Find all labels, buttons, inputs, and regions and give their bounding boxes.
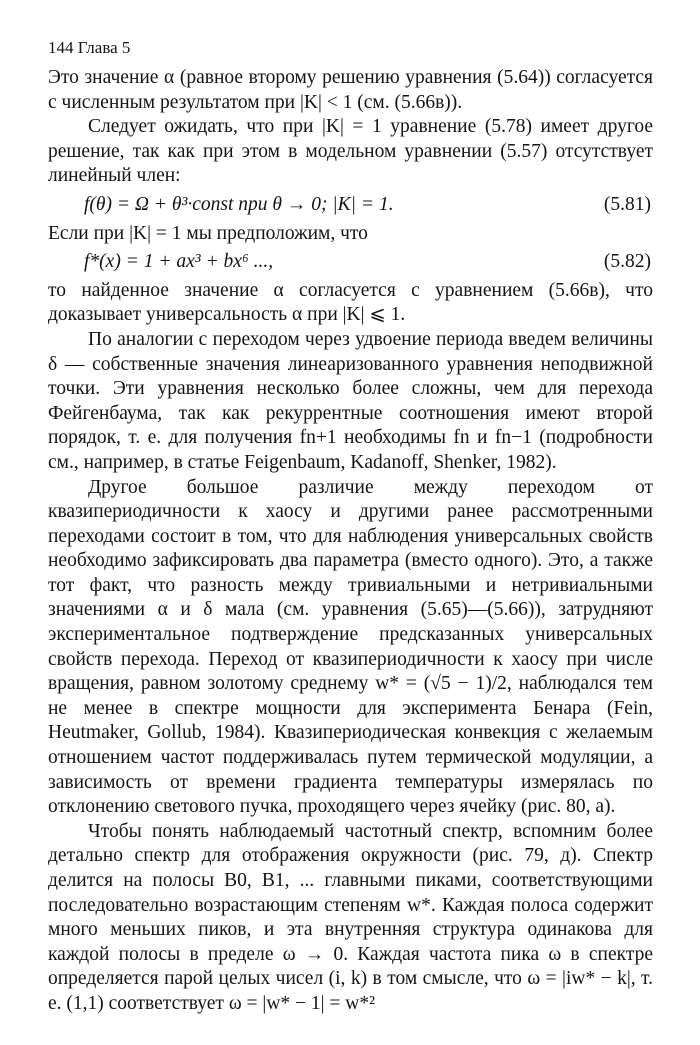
paragraph-4: то найденное значение α согласуется с уравнением (5.66в), что доказывает универсальность α при |K| ⩽ 1. [48,279,653,326]
paragraph-6: Другое большое различие между переходом от квазипериодичности к хаосу и другими ранее рассмотренными переходами состоит в том, что для наблюдения универсальных свойств необходимо зафиксировать два параметра (вместо одного). Это, а также тот факт, что разность между тривиальными и нетривиальными значениями α и δ мала (см. уравнения (5.65)—(5.66)), затрудняют экспериментальное подтверждение предсказанных универсальных свойств перехода. Переход от квазипериодичности к хаосу при числе вращения, равном золотому среднему w* = (√5 − 1)/2, наблюдался тем не менее в спектре мощности для эксперимента Бенара (Fein, Heutmaker, Gollub, 1984). Квазипериодическая конвекция с желаемым отношением частот поддерживалась путем термической модуляции, а зависимость от времени градиента температуры измерялась по отклонению светового пучка, проходящего через ячейку (рис. 80, a). [48,476,653,818]
page-number: 144 [48,38,74,57]
chapter-title: Глава 5 [77,38,131,57]
paragraph-1: Это значение α (равное второму решению уравнения (5.64)) согласуется с численным результатом при |K| < 1 (см. (5.66в)). [48,67,653,113]
paragraph-2: Следует ожидать, что при |K| = 1 уравнение (5.78) имеет другое решение, так как при этом в модельном уравнении (5.57) отсутствует линейный член: [48,116,653,187]
equation-5-82 [48,250,653,275]
equation-5-81-number: (5.81) [603,193,651,215]
equation-5-81-body: f(θ) = Ω + θ³·const при θ → 0; |K| = 1. [84,193,394,215]
paragraph-7: Чтобы понять наблюдаемый частотный спектр, вспомним более детально спектр для отображения окружности (рис. 79, д). Спектр делится на полосы B0, B1, ... главными пиками, соответствующими последовательно возрастающим степеням w*. Каждая полоса содержит много меньших пиков, и эта внутренняя структура одинакова для каждой полосы в пределе ω → 0. Каждая частота пика ω в спектре определяется парой целых чисел (i, k) в том смысле, что ω = |iw* − k|, т. е. (1,1) соответствует ω = |w* − 1| = w*² [48,820,653,1014]
equation-5-81 [48,193,653,218]
page-body [48,66,653,1017]
page-header [48,38,130,58]
equation-5-82-body: f*(x) = 1 + ax³ + bx⁶ ..., [84,251,274,273]
paragraph-3: Если при |K| = 1 мы предположим, что [48,222,368,244]
paragraph-5: По аналогии с переходом через удвоение периода введем величины δ — собственные значения линеаризованного уравнения неподвижной точки. Эти уравнения несколько более сложны, чем для перехода Фейгенбаума, так как рекуррентные соотношения имеют второй порядок, т. е. для получения fn+1 необходимы fn и fn−1 (подробности см., например, в статье Feigenbaum, Kadanoff, Shenker, 1982). [48,328,653,473]
equation-5-82-number: (5.82) [603,251,651,273]
